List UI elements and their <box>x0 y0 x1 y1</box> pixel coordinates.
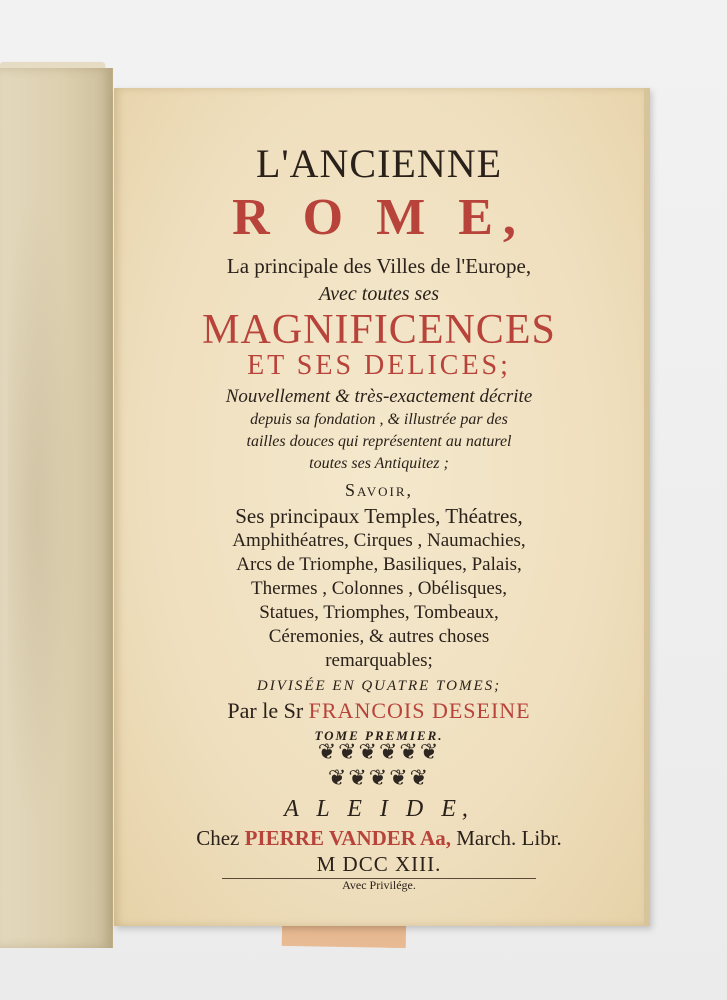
title-line-delices: ET SES DELICES; <box>247 350 511 381</box>
subtitle-avec-toutes: Avec toutes ses <box>319 283 439 305</box>
description-line-2: depuis sa fondation , & illustrée par des <box>250 411 508 428</box>
imprint-place: A L E I D E, <box>284 796 474 822</box>
contents-line-2: Amphithéatres, Cirques , Naumachies, <box>232 530 526 551</box>
fleuron-ornament-row-1: ❦❦❦❦❦❦ <box>317 740 441 765</box>
imprint-year: M DCC XIII. <box>316 852 442 876</box>
contents-line-5: Statues, Triomphes, Tombeaux, <box>259 602 499 623</box>
description-line-3: tailles douces qui représentent au naturel <box>246 433 512 450</box>
printer-prefix: Chez <box>196 826 240 850</box>
description-line-4: toutes ses Antiquitez ; <box>309 455 449 472</box>
savoir-heading: Savoir, <box>345 480 413 500</box>
left-facing-page <box>0 68 113 948</box>
description-line-1: Nouvellement & très-exactement décrite <box>225 386 533 407</box>
contents-line-4: Thermes , Colonnes , Obélisques, <box>251 578 507 599</box>
title-line-ancienne: L'ANCIENNE <box>255 141 503 186</box>
fleuron-ornament-row-2: ❦❦❦❦❦ <box>327 766 431 791</box>
contents-line-6: Céremonies, & autres choses <box>268 626 490 647</box>
author-line <box>114 698 644 724</box>
title-line-rome: R O M E, <box>232 189 526 246</box>
division-line: DIVISÉE EN QUATRE TOMES; <box>256 678 502 694</box>
subtitle-principale: La principale des Villes de l'Europe, <box>226 254 532 278</box>
title-page <box>114 88 650 926</box>
contents-line-1: Ses principaux Temples, Théatres, <box>235 504 523 528</box>
printer-name: PIERRE VANDER Aa, <box>244 826 451 850</box>
tome-line: TOME PREMIER. <box>314 728 444 743</box>
left-page-show-through <box>8 188 78 828</box>
title-page-text <box>114 88 644 926</box>
author-name: FRANCOIS DESEINE <box>308 698 531 723</box>
title-line-magnificences: MAGNIFICENCES <box>202 307 556 353</box>
contents-line-3: Arcs de Triomphe, Basiliques, Palais, <box>236 554 522 575</box>
imprint-printer-line <box>114 826 644 851</box>
author-prefix: Par le Sr <box>227 698 304 723</box>
contents-line-7: remarquables; <box>325 650 433 671</box>
privilege-line: Avec Privilége. <box>342 878 416 892</box>
printer-suffix: March. Libr. <box>456 826 562 850</box>
